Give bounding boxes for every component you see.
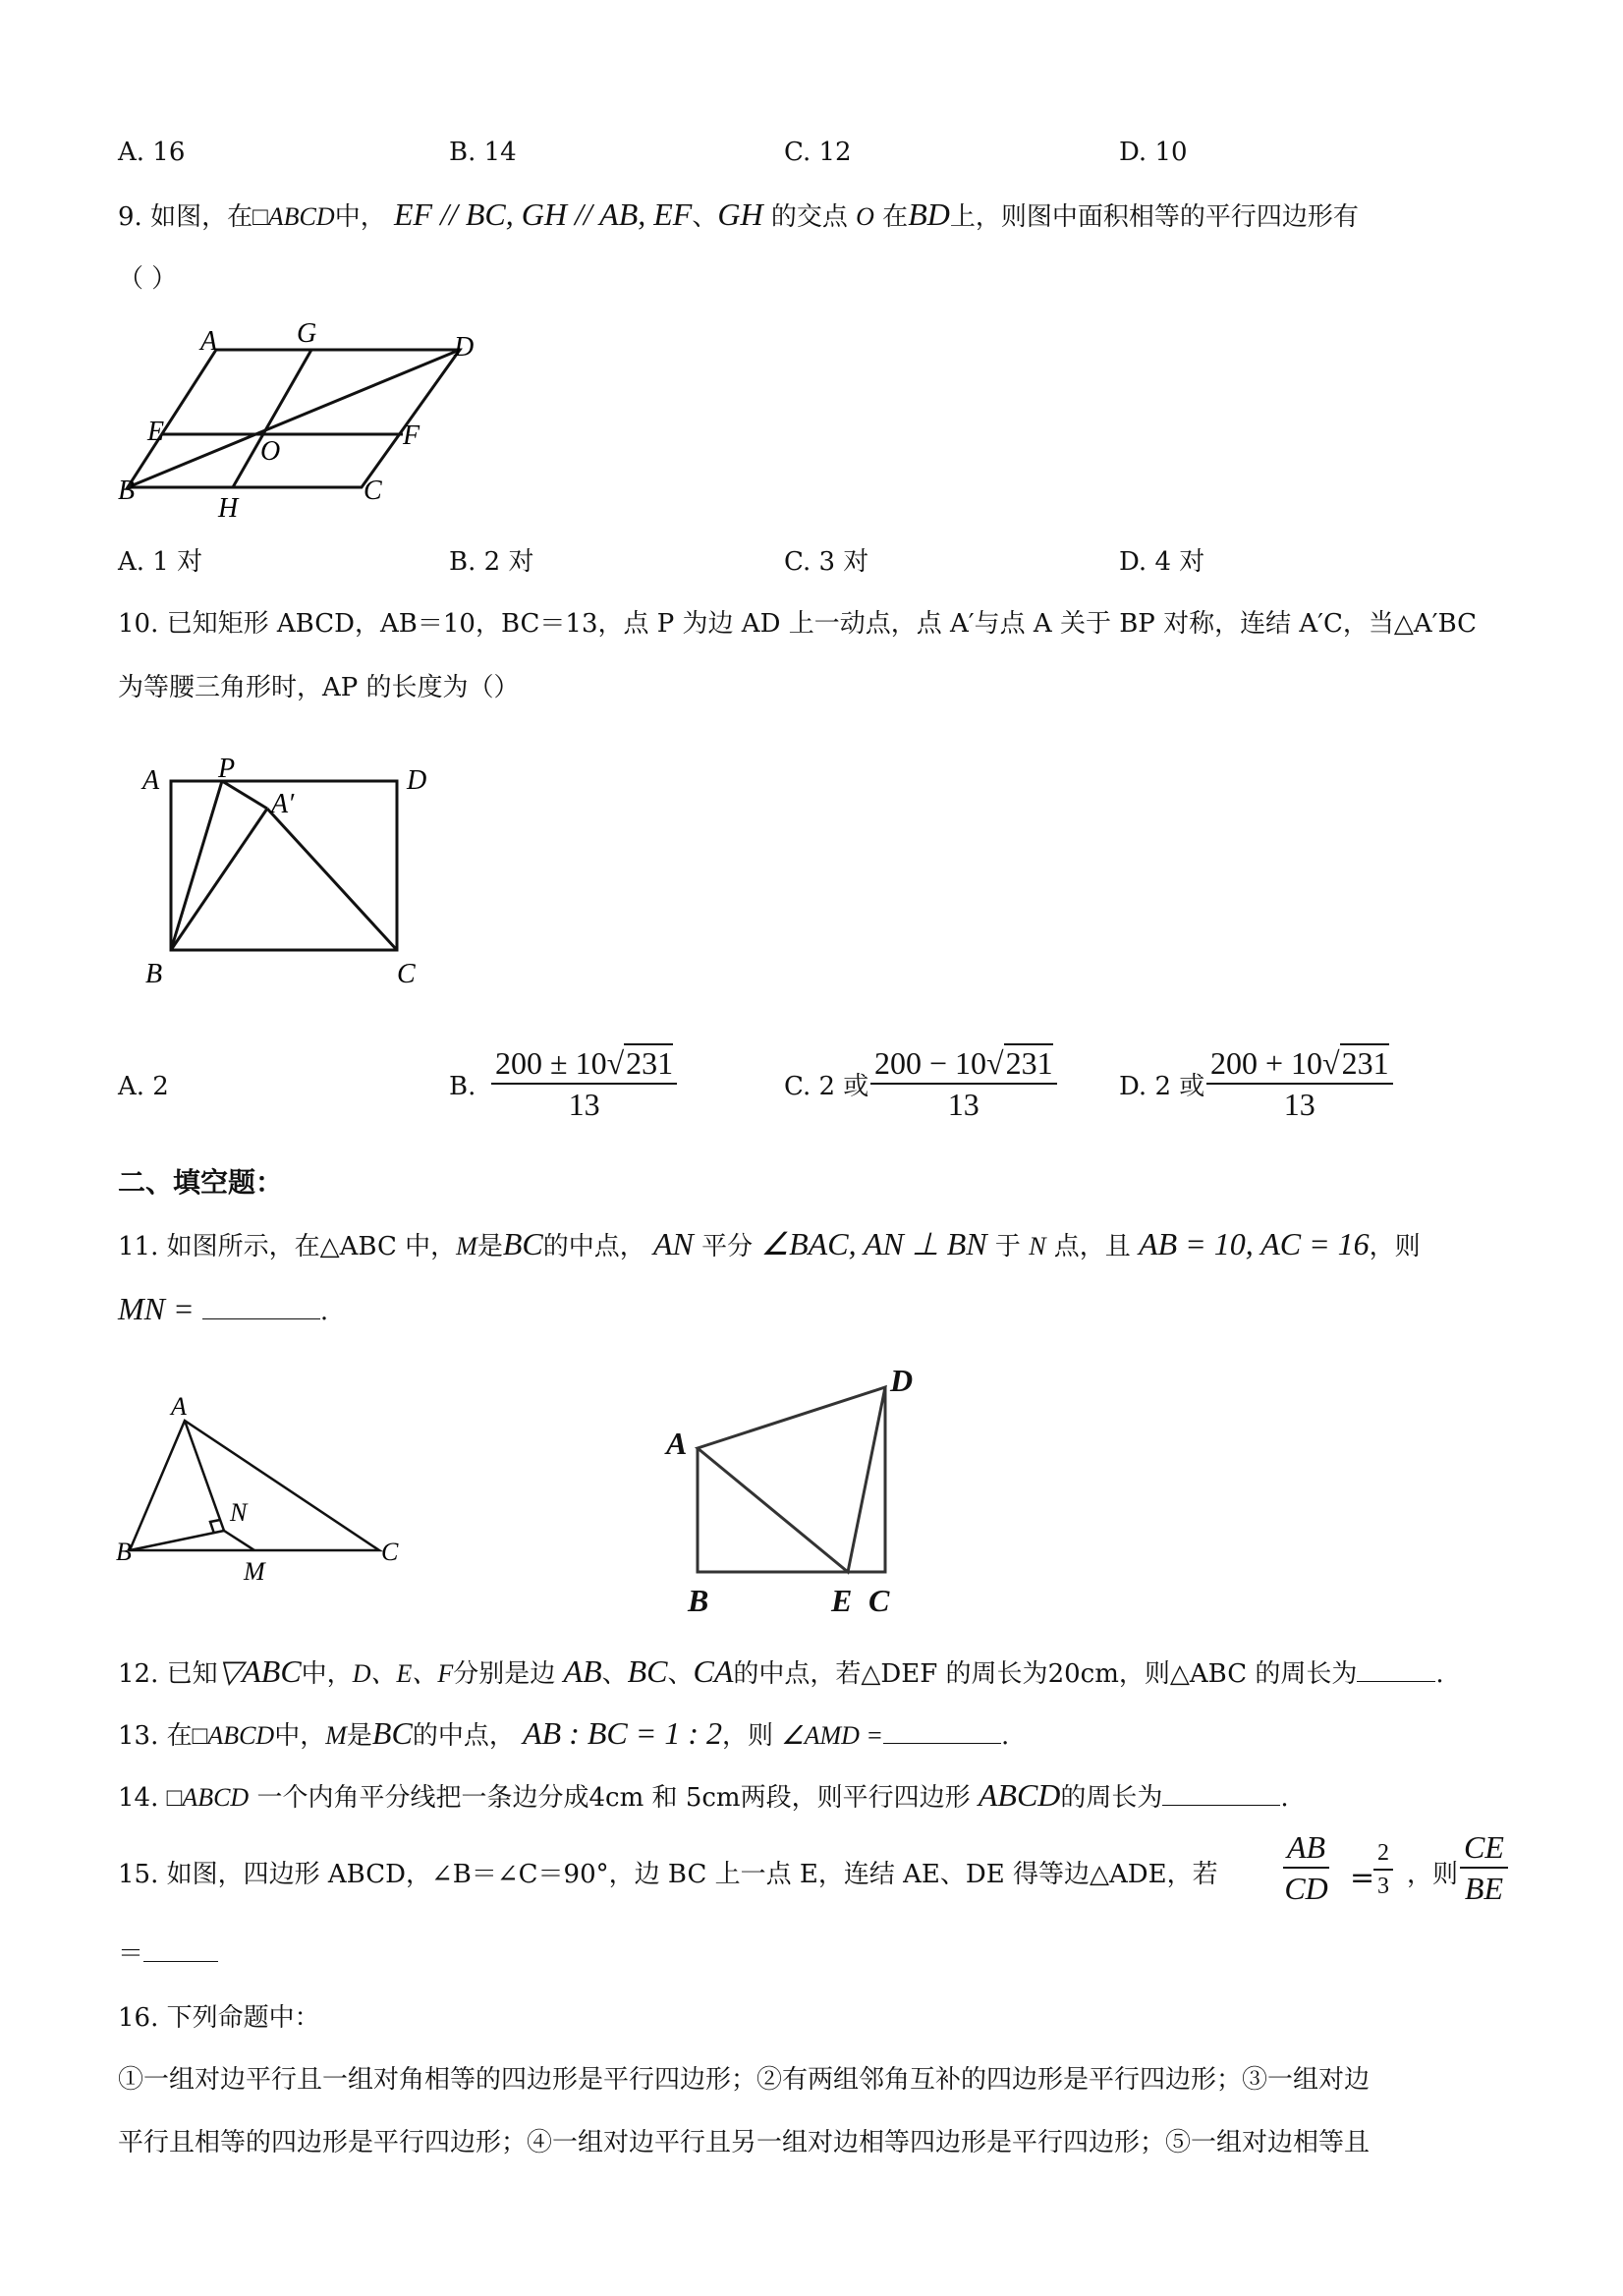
q9-math: GH: [717, 196, 763, 232]
q10-option-d-denominator: 13: [1283, 1087, 1315, 1122]
q15-text: ＝: [118, 1939, 144, 1969]
q9-text: 如图，在: [150, 202, 253, 232]
q13-answer-blank[interactable]: [883, 1717, 1001, 1744]
q10-label-b: B: [145, 959, 163, 989]
q13-stem: [118, 1715, 1009, 1754]
q14-answer-blank[interactable]: [1162, 1779, 1280, 1806]
q11-text: ，则: [1369, 1232, 1421, 1261]
q9-text: 、: [692, 202, 718, 232]
q11-math: AB = 10, AC = 16: [1139, 1226, 1370, 1261]
q10-line-bp: [171, 781, 222, 950]
q9-label-o: O: [260, 436, 281, 467]
q12-text: ，则△ABC 的周长为: [1118, 1659, 1358, 1689]
q15-label-d: D: [890, 1363, 914, 1398]
q9-option-b: B. 2 对: [449, 547, 534, 577]
q9-text: 上，则图中面积相等的平行四边形有: [949, 202, 1359, 232]
q12-answer-blank[interactable]: [1357, 1655, 1435, 1682]
q12-text: 12. 已知: [118, 1659, 218, 1689]
q11-answer-blank[interactable]: [202, 1293, 320, 1319]
q12-points: D、E、F: [352, 1659, 454, 1688]
q14-text: 两段，则平行四边形: [740, 1783, 971, 1813]
q10-figure: [138, 752, 452, 997]
q10-label-c: C: [397, 959, 416, 989]
q11-text: .: [319, 1297, 329, 1326]
q13-angle: ∠AMD =: [781, 1721, 883, 1750]
q13-point-m: M: [325, 1721, 347, 1750]
q13-text: ，则: [721, 1721, 773, 1751]
q15-fraction-denominator: BE: [1464, 1871, 1503, 1906]
q10-option-b-radicand: 231: [626, 1045, 674, 1081]
q11-text: 的中点，: [542, 1232, 645, 1261]
q15-triangle-ade: [698, 1387, 885, 1572]
section-heading-fill-in: 二、填空题：: [118, 1166, 284, 1199]
q9-label-h: H: [218, 493, 239, 524]
q11-math: ∠BAC, AN ⊥ BN: [760, 1226, 987, 1261]
q12-math: AB: [563, 1653, 602, 1689]
q9-label-d: D: [454, 332, 475, 363]
q15-quadrilateral-outline: [698, 1387, 885, 1572]
q15-label-e: E: [831, 1583, 853, 1618]
q15-stem-line1: 15. 如图，四边形 ABCD，∠B＝∠C＝90°，边 BC 上一点 E，连结 AE、DE 得等边△ADE，若: [118, 1860, 1218, 1889]
q11-math: BC: [502, 1226, 543, 1261]
q12-math: ▽ABC: [217, 1653, 302, 1689]
q10-option-c-fraction: $\frac{200 - 10√231}{13}$: [870, 1043, 1057, 1124]
q9-label-e: E: [147, 417, 165, 447]
q11-math: AN: [653, 1226, 694, 1261]
q9-label-c: C: [364, 476, 382, 506]
q11-label-a: A: [171, 1392, 187, 1421]
q11-stem-line2: [118, 1291, 328, 1329]
q13-math: AB : BC = 1 : 2: [523, 1715, 722, 1751]
q10-option-c-prefix: C. 2 或: [784, 1072, 869, 1101]
q9-option-a: A. 1 对: [118, 547, 203, 577]
q10-label-p: P: [218, 754, 236, 784]
q10-option-d-numerator: 200 + 10: [1210, 1045, 1323, 1081]
q9-text: 中，: [334, 202, 386, 232]
q14-length: 4cm: [588, 1783, 644, 1813]
q12-text: 、: [601, 1659, 628, 1689]
q10-option-b-denominator: 13: [568, 1087, 600, 1122]
q15-fraction-numerator: CE: [1460, 1827, 1508, 1869]
q14-stem: [118, 1777, 1289, 1816]
q11-triangle-abc: [130, 1421, 379, 1550]
q14-math: ABCD: [978, 1777, 1061, 1813]
q11-text: 点，且: [1053, 1232, 1131, 1261]
q15-label-c: C: [868, 1583, 890, 1618]
q14-text: .: [1280, 1783, 1289, 1813]
q11-text: 于: [994, 1232, 1021, 1261]
q11-text: 是: [476, 1232, 503, 1261]
q9-label-a: A: [200, 326, 218, 357]
q10-option-a: A. 2: [118, 1072, 169, 1101]
q12-math: BC: [627, 1653, 668, 1689]
q10-label-a: A: [142, 765, 160, 796]
q8-option-c: C. 12: [784, 138, 852, 167]
q9-label-f: F: [403, 420, 420, 451]
q13-text: 13. 在: [118, 1721, 193, 1751]
q9-option-d: D. 4 对: [1119, 547, 1205, 577]
q11-math: MN =: [118, 1291, 195, 1326]
q15-label-b: B: [688, 1583, 709, 1618]
q11-line-an: [185, 1421, 224, 1531]
q12-text: .: [1435, 1659, 1444, 1689]
q11-point-n: N: [1029, 1232, 1046, 1260]
q16-line1: ①一组对边平行且一组对角相等的四边形是平行四边形；②有两组邻角互补的四边形是平行四边形；③一组对边: [118, 2065, 1371, 2095]
q15-fraction-denominator: CD: [1284, 1871, 1328, 1906]
q12-text: 中，: [301, 1659, 353, 1689]
q11-text: 11. 如图所示，在△ABC 中，: [118, 1232, 457, 1261]
q15-fraction-numerator: AB: [1283, 1827, 1329, 1869]
q10-line-ba-prime: [171, 809, 267, 950]
q13-parallelogram: □ABCD: [192, 1721, 275, 1750]
q10-option-c-radicand: 231: [1005, 1045, 1053, 1081]
q9-figure: [108, 312, 501, 529]
q11-stem-line1: [118, 1226, 1421, 1264]
q12-text: 的中点，若△DEF 的周长为: [733, 1659, 1048, 1689]
q13-text: 是: [346, 1721, 372, 1751]
q8-option-b: B. 14: [449, 138, 517, 167]
q10-option-b-numerator: 200 ± 10: [495, 1045, 607, 1081]
q12-stem: [118, 1653, 1444, 1692]
q9-label-b: B: [118, 476, 136, 506]
q10-label-d: D: [407, 765, 427, 796]
q13-text: .: [1000, 1721, 1010, 1751]
q15-fraction-ab-cd: [1283, 1827, 1329, 1908]
q11-label-m: M: [244, 1557, 265, 1586]
q11-label-b: B: [116, 1538, 132, 1566]
q12-length: 20cm: [1047, 1659, 1119, 1689]
q11-text: 平分: [701, 1232, 754, 1261]
q11-figure: [108, 1385, 422, 1592]
q11-label-c: C: [381, 1538, 399, 1566]
q10-stem-line2: 为等腰三角形时，AP 的长度为（）: [118, 673, 520, 702]
q15-fraction-ce-be: [1460, 1827, 1508, 1908]
q9-stem-line1: [118, 196, 1359, 235]
q9-text: 在: [882, 202, 909, 232]
q10-option-c-numerator: 200 − 10: [874, 1045, 987, 1081]
q14-text: 14.: [118, 1783, 159, 1813]
q12-text: 分别是边: [453, 1659, 556, 1689]
q14-parallelogram: □ABCD: [166, 1783, 250, 1812]
q10-line-pa-prime: [222, 781, 267, 809]
q11-label-n: N: [230, 1498, 248, 1527]
q9-text: 的交点: [770, 202, 848, 232]
q12-math: CA: [693, 1653, 734, 1689]
q13-text: 的中点，: [412, 1721, 515, 1751]
q10-option-d-prefix: D. 2 或: [1119, 1072, 1205, 1101]
q10-option-d-radicand: 231: [1341, 1045, 1389, 1081]
q9-parallelogram: □ABCD: [252, 202, 335, 231]
q10-label-a-prime: A′: [271, 789, 295, 819]
q11-point-m: M: [456, 1232, 477, 1260]
q15-fraction-numerator: 2: [1373, 1837, 1393, 1871]
q15-label-a: A: [666, 1426, 688, 1461]
q10-stem-line1: 10. 已知矩形 ABCD，AB＝10，BC＝13，点 P 为边 AD 上一动点，点 A′与点 A 关于 BP 对称，连结 A′C，当△A′BC: [118, 609, 1478, 639]
q13-text: 中，: [274, 1721, 326, 1751]
q9-line-gh: [233, 350, 311, 487]
q9-paren: （ ）: [118, 264, 178, 294]
q8-option-a: A. 16: [118, 138, 186, 167]
q9-math: EF // BC, GH // AB, EF: [393, 196, 693, 232]
q13-math: BC: [371, 1715, 413, 1751]
q10-option-b-fraction: $\frac{200 \pm 10√231}{13}$: [491, 1043, 677, 1124]
q15-fraction-2-3: [1373, 1837, 1393, 1902]
q12-text: 、: [667, 1659, 694, 1689]
q9-math: BD: [908, 196, 950, 232]
q11-line-nm: [224, 1531, 254, 1550]
q15-fraction-denominator: 3: [1377, 1874, 1389, 1899]
q10-option-c-denominator: 13: [947, 1087, 979, 1122]
q16-title: 16. 下列命题中：: [118, 2003, 320, 2033]
q10-option-d-fraction: $\frac{200 + 10√231}{13}$: [1206, 1043, 1393, 1124]
q14-length: 5cm: [685, 1783, 741, 1813]
q15-equals: =: [1350, 1861, 1375, 1895]
q15-answer-blank[interactable]: [143, 1935, 218, 1962]
q14-text: 和: [651, 1783, 678, 1813]
q14-text: 一个内角平分线把一条边分成: [256, 1783, 589, 1813]
q10-option-b-prefix: B.: [449, 1072, 476, 1101]
q9-point: O: [856, 202, 874, 231]
q8-option-d: D. 10: [1119, 138, 1188, 167]
q15-text: ，则: [1407, 1860, 1459, 1889]
q15-figure: [658, 1354, 973, 1619]
q9-label-g: G: [297, 318, 317, 349]
q9-number: 9.: [118, 202, 142, 232]
q11-line-bn: [130, 1531, 224, 1550]
q10-line-a-prime-c: [267, 809, 397, 950]
q14-text: 的周长为: [1060, 1783, 1163, 1813]
q15-stem-line2: [118, 1935, 218, 1972]
q9-option-c: C. 3 对: [784, 547, 869, 577]
q16-line2: 平行且相等的四边形是平行四边形；④一组对边平行且另一组对边相等四边形是平行四边形；⑤一组对边相等且: [118, 2128, 1371, 2157]
